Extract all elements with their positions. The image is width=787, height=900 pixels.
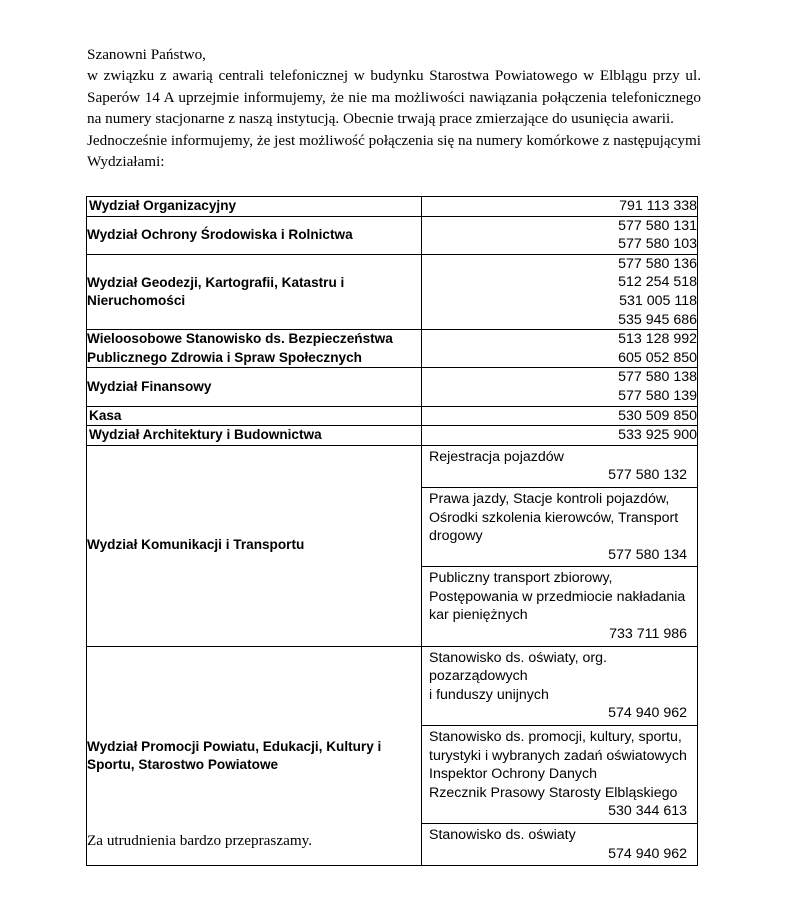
phone-number: 577 580 139 xyxy=(618,387,697,404)
department-name: Wydział Architektury i Budownictwa xyxy=(87,426,422,446)
subcell-row xyxy=(422,647,697,726)
subcell-row xyxy=(422,567,697,646)
department-name: Wydział Promocji Powiatu, Edukacji, Kultury i Sportu, Starostwo Powiatowe xyxy=(87,646,422,866)
table-row xyxy=(87,426,698,446)
subcell-phone: 530 344 613 xyxy=(608,803,687,820)
phone-number: 577 580 138 xyxy=(618,369,697,386)
subcell-phone: 577 580 132 xyxy=(608,467,687,484)
subcell-row xyxy=(422,446,697,488)
table-row xyxy=(87,197,698,217)
subcell xyxy=(422,446,697,488)
subcell-row xyxy=(422,726,697,824)
table-row xyxy=(87,445,698,646)
phone-number: 791 113 338 xyxy=(619,198,697,214)
department-name: Wydział Organizacyjny xyxy=(87,197,422,217)
subcell-description: Prawa jazdy, Stacje kontroli pojazdów, Ośrodki szkolenia kierowców, Transport drogowy xyxy=(429,490,679,545)
phone-number: 605 052 850 xyxy=(618,349,697,366)
table-row xyxy=(87,406,698,426)
phone-number: 513 128 992 xyxy=(618,331,697,348)
table-row xyxy=(87,254,698,329)
phone-number-cell xyxy=(422,330,698,368)
table-row xyxy=(87,216,698,254)
phone-number: 533 925 900 xyxy=(618,427,697,444)
intro-block xyxy=(87,44,701,172)
department-name: Wydział Ochrony Środowiska i Rolnictwa xyxy=(87,216,422,254)
subcell-phone: 574 940 962 xyxy=(608,845,687,862)
phone-subcell-group xyxy=(422,445,698,646)
phone-number-cell xyxy=(422,406,698,426)
subcell-row xyxy=(422,487,697,566)
phone-number: 530 509 850 xyxy=(618,407,697,424)
phone-number: 577 580 103 xyxy=(618,236,697,253)
subcell xyxy=(422,487,697,566)
phone-number: 535 945 686 xyxy=(618,311,697,328)
table-row xyxy=(87,330,698,368)
department-name: Wydział Finansowy xyxy=(87,368,422,406)
phone-number: 577 580 131 xyxy=(618,217,697,234)
department-name: Wydział Komunikacji i Transportu xyxy=(87,445,422,646)
subcell xyxy=(422,726,697,824)
department-name: Wydział Geodezji, Kartografii, Katastru i Nieruchomości xyxy=(87,254,422,329)
phone-number-cell xyxy=(422,426,698,446)
phone-number-cell xyxy=(422,216,698,254)
phone-number: 577 580 136 xyxy=(618,255,697,272)
subcell-description: Publiczny transport zbiorowy, Postępowania w przedmiocie nakładania kar pieniężnych xyxy=(429,570,686,624)
phone-number: 512 254 518 xyxy=(618,274,697,291)
intro-paragraph: w związku z awarią centrali telefonicznej w budynku Starostwa Powiatowego w Elblągu przy ul. Saperów 14 A uprzejmie informujemy, że nie ma możliwości nawiązania połączenia telefonicznego na numery stacjonarne z naszą instytucją. Obecnie trwają prace zmierzające do usunięcia awarii. xyxy=(87,67,701,128)
subcell-description: Stanowisko ds. promocji, kultury, sportu, turystyki i wybranych zadań oświatowych Inspektor Ochrony Danych Rzecznik Prasowy Starosty Elbląskiego xyxy=(429,729,687,801)
subcell-table xyxy=(422,446,697,646)
phone-number-cell xyxy=(422,197,698,217)
subcell-phone: 574 940 962 xyxy=(608,705,687,722)
subcell-phone: 733 711 986 xyxy=(609,626,687,643)
subcell-description: Stanowisko ds. oświaty xyxy=(429,827,576,843)
phone-number: 531 005 118 xyxy=(619,292,697,309)
subcell xyxy=(422,647,697,726)
table-body xyxy=(87,197,698,866)
subcell-description: Stanowisko ds. oświaty, org. pozarządowych i funduszy unijnych xyxy=(429,649,607,703)
department-name: Wieloosobowe Stanowisko ds. Bezpieczeństwa Publicznego Zdrowia i Spraw Społecznych xyxy=(87,330,422,368)
closing-text: Za utrudnienia bardzo przepraszamy. xyxy=(87,832,313,849)
phone-number-cell xyxy=(422,368,698,406)
phone-number-cell xyxy=(422,254,698,329)
contact-phone-table xyxy=(86,196,698,866)
subcell-description: Rejestracja pojazdów xyxy=(429,448,564,465)
closing-block xyxy=(87,830,701,851)
subcell-phone: 577 580 134 xyxy=(608,546,687,563)
greeting-line: Szanowni Państwo, xyxy=(87,46,206,63)
table-row xyxy=(87,368,698,406)
second-paragraph: Jednocześnie informujemy, że jest możliwość połączenia się na numery komórkowe z następującymi Wydziałami: xyxy=(87,131,701,171)
department-name: Kasa xyxy=(87,406,422,426)
subcell xyxy=(422,567,697,646)
